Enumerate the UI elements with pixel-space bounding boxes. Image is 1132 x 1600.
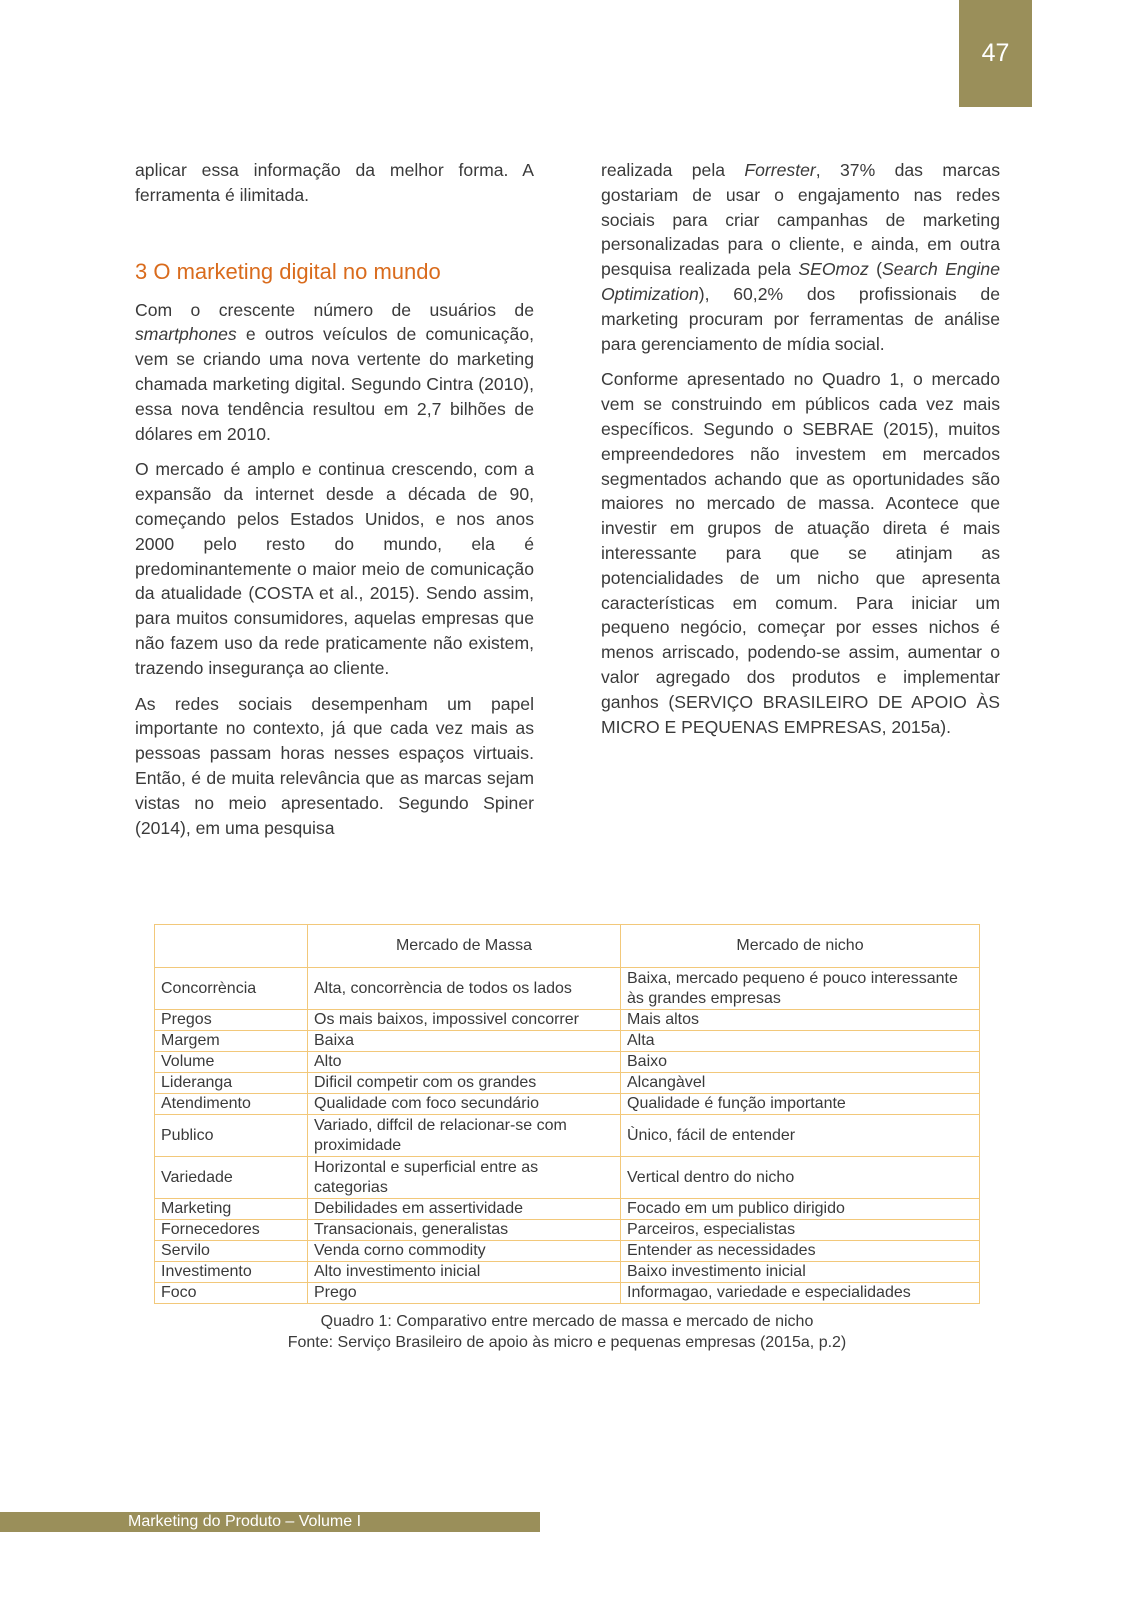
page-number: 47: [959, 0, 1032, 107]
table-cell: Venda corno commodity: [308, 1241, 621, 1262]
table-cell: Baixa: [308, 1031, 621, 1052]
paragraph: aplicar essa informação da melhor forma. A ferramenta é ilimitada.: [135, 160, 534, 205]
table-cell: Entender as necessidades: [621, 1241, 980, 1262]
text: , 37% das marcas gostariam de usar o engajamento nas redes sociais para criar campanhas de marketing personalizadas para o cliente, e ainda, em outra pesquisa realizada pela: [601, 160, 1001, 280]
table-cell: Marketing: [155, 1199, 308, 1220]
table-cell: Margem: [155, 1031, 308, 1052]
table-caption: [154, 1311, 980, 1353]
table-cell: Foco: [155, 1283, 308, 1304]
table-row: [155, 1157, 980, 1199]
table-row: [155, 1199, 980, 1220]
emphasis: Search Engine Optimization: [601, 259, 1000, 304]
table-row: [155, 1241, 980, 1262]
table-row: [155, 1220, 980, 1241]
emphasis: smartphones: [135, 324, 237, 345]
table-cell: Baixo investimento inicial: [621, 1262, 980, 1283]
table-row: [155, 1073, 980, 1094]
paragraph: O mercado é amplo e continua crescendo, com a expansão da internet desde a década de 90, começando pelos Estados Unidos, e nos anos 2000 pelo resto do mundo, ela é predominantemente o maior meio de comunicação da atualidade (COSTA et al., 2015). Sendo assim, para muitos consumidores, aquelas empresas que não fazem uso da rede praticamente não existem, trazendo insegurança ao cliente.: [135, 459, 534, 678]
table-cell: Transacionais, generalistas: [308, 1220, 621, 1241]
table-row: [155, 1052, 980, 1073]
table-cell: Lideranga: [155, 1073, 308, 1094]
paragraph: As redes sociais desempenham um papel importante no contexto, já que cada vez mais as pessoas passam horas nesses espaços virtuais. Então, é de muita relevância que as marcas sejam vistas no meio apresentado. Segundo Spiner (2014), em uma pesquisa: [135, 693, 534, 838]
paragraph: Conforme apresentado no Quadro 1, o mercado vem se construindo em públicos cada vez mais específicos. Segundo o SEBRAE (2015), muitos empreendedores não investem em mercados segmentados achando que as oportunidades são maiores no mercado de massa. Acontece que investir em grupos de atuação direta é mais interessante para que se atinjam as potencialidades de um nicho que apresenta características em comum. Para iniciar um pequeno negócio, começar por esses nichos é menos arriscado, podendo-se assim, aumentar o valor agregado dos produtos e implementar ganhos (SERVIÇO BRASILEIRO DE APOIO ÀS MICRO E PEQUENAS EMPRESAS, 2015a).: [601, 369, 1000, 737]
table-cell: Prego: [308, 1283, 621, 1304]
table-cell: Informagao, variedade e especialidades: [621, 1283, 980, 1304]
table-header-cell: Mercado de Massa: [308, 925, 621, 968]
table-cell: Fornecedores: [155, 1220, 308, 1241]
table-cell: Variedade: [155, 1157, 308, 1199]
table-row: [155, 1010, 980, 1031]
table-cell: Alto: [308, 1052, 621, 1073]
caption-source: Fonte: Serviço Brasileiro de apoio às micro e pequenas empresas (2015a, p.2): [287, 1334, 847, 1351]
table-header-row: [155, 925, 980, 968]
table-cell: Ùnico, fácil de entender: [621, 1115, 980, 1157]
footer-bar: [0, 1512, 540, 1532]
table-cell: Dificil competir com os grandes: [308, 1073, 621, 1094]
footer-text: Marketing do Produto – Volume I: [128, 1513, 362, 1530]
table-cell: Pregos: [155, 1010, 308, 1031]
table-cell: Baixo: [621, 1052, 980, 1073]
paragraph: [601, 158, 1000, 356]
table-row: [155, 1031, 980, 1052]
table-cell: Concorrència: [155, 968, 308, 1010]
table-cell: Alta: [621, 1031, 980, 1052]
left-column: [135, 158, 534, 851]
table-cell: Volume: [155, 1052, 308, 1073]
emphasis: Forrester: [744, 160, 816, 180]
table-row: [155, 1115, 980, 1157]
table-cell: Atendimento: [155, 1094, 308, 1115]
table-cell: Alcangàvel: [621, 1073, 980, 1094]
text: Com o crescente número de usuários de: [135, 299, 534, 320]
table-cell: Publico: [155, 1115, 308, 1157]
table-cell: Os mais baixos, impossivel concorrer: [308, 1010, 621, 1031]
table-cell: Debilidades em assertividade: [308, 1199, 621, 1220]
section-title: 3 O marketing digital no mundo: [135, 258, 441, 284]
table-row: [155, 1262, 980, 1283]
table-cell: Qualidade é função importante: [621, 1094, 980, 1115]
table-cell: Alto investimento inicial: [308, 1262, 621, 1283]
table-cell: Parceiros, especialistas: [621, 1220, 980, 1241]
table-row: [155, 1283, 980, 1304]
table-header-cell: [155, 925, 308, 968]
table-cell: Alta, concorrència de todos os lados: [308, 968, 621, 1010]
right-column: [601, 158, 1000, 750]
table-cell: Vertical dentro do nicho: [621, 1157, 980, 1199]
text: ), 60,2% dos profissionais de marketing procuram por ferramentas de análise para gerenciamento de mídia social.: [601, 283, 1000, 354]
table-cell: Variado, diffcil de relacionar-se com proximidade: [308, 1115, 621, 1157]
table-cell: Focado em um publico dirigido: [621, 1199, 980, 1220]
table-row: [155, 968, 980, 1010]
table-cell: Mais altos: [621, 1010, 980, 1031]
emphasis: SEOmoz: [798, 259, 869, 280]
table-cell: Baixa, mercado pequeno é pouco interessante às grandes empresas: [621, 968, 980, 1010]
table-cell: Investimento: [155, 1262, 308, 1283]
caption-title: Quadro 1: Comparativo entre mercado de massa e mercado de nicho: [320, 1313, 814, 1330]
paragraph: [135, 298, 534, 447]
table-cell: Qualidade com foco secundário: [308, 1094, 621, 1115]
table-cell: Servilo: [155, 1241, 308, 1262]
text: (: [868, 259, 883, 280]
table-row: [155, 1094, 980, 1115]
table-cell: Horizontal e superficial entre as categorias: [308, 1157, 621, 1199]
text: realizada pela: [601, 160, 745, 180]
table-header-cell: Mercado de nicho: [621, 925, 980, 968]
text: e outros veículos de comunicação, vem se criando uma nova vertente do marketing chamada marketing digital. Segundo Cintra (2010), essa nova tendência resultou em 2,7 bilhões de dólares em 2010.: [135, 324, 534, 444]
comparison-table: [154, 924, 980, 1304]
